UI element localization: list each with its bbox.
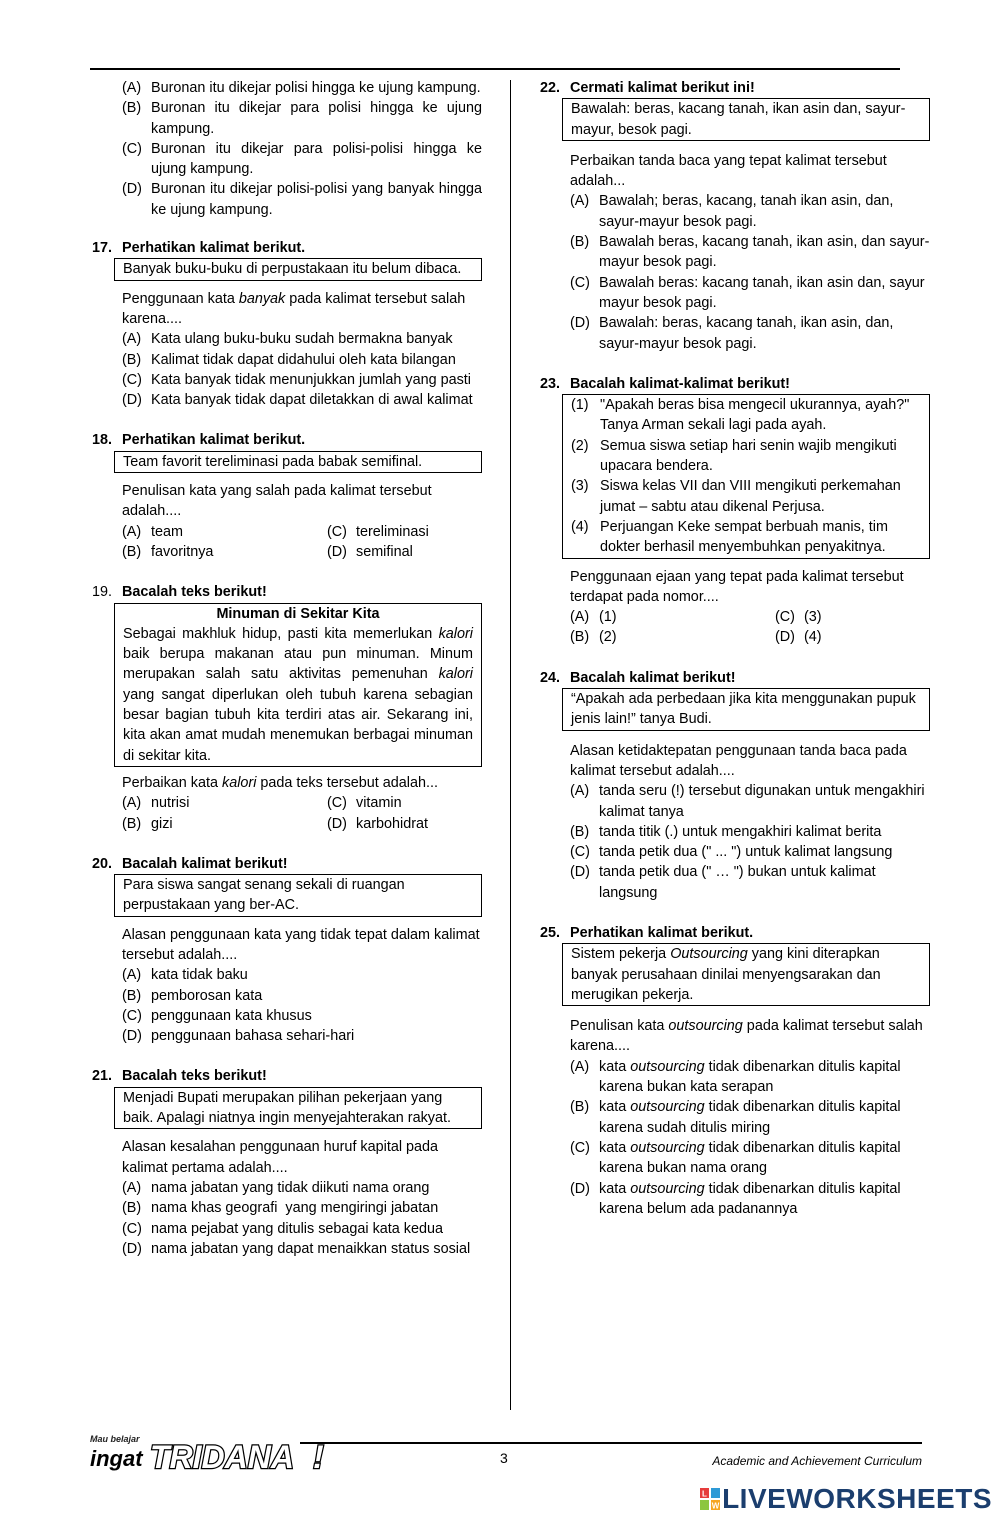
option-d[interactable]	[327, 542, 482, 562]
option-label: (D)	[775, 629, 795, 646]
question-number: 21.	[92, 1068, 113, 1085]
option-label: (C)	[327, 795, 347, 812]
reading-passage-box	[114, 603, 482, 767]
option-label: (A)	[570, 609, 590, 626]
option-text: nama jabatan yang dapat menaikkan status sosial	[151, 1240, 471, 1257]
list-item: (2) Semua siswa setiap hari senin wajib mengikuti upacara bendera.	[571, 437, 897, 475]
option-label: (D)	[570, 315, 590, 332]
option-text: tanda titik (.) untuk mengakhiri kalimat berita	[599, 823, 882, 840]
quoted-sentence-box: “Apakah ada perbedaan jika kita menggunakan pupuk jenis lain!” tanya Budi.	[562, 688, 930, 731]
question-title: Bacalah teks berikut!	[122, 584, 267, 601]
option-text: pemborosan kata	[151, 987, 263, 1004]
logo-brand: TRIDANA	[150, 1439, 294, 1475]
question-title: Perhatikan kalimat berikut.	[122, 432, 306, 449]
option-label: (C)	[570, 1139, 590, 1156]
option-d[interactable]	[122, 1026, 482, 1046]
top-rule	[90, 68, 900, 70]
option-label: (D)	[327, 543, 347, 560]
option-d[interactable]	[122, 1239, 482, 1259]
logo-tagline: Mau belajar	[90, 1434, 140, 1444]
option-b[interactable]	[122, 1198, 482, 1218]
option-text: nama jabatan yang tidak diikuti nama orang	[151, 1179, 430, 1196]
passage-title: Minuman di Sekitar Kita	[216, 605, 380, 622]
option-text: Bawalah: beras, kacang tanah, ikan asin, dan, sayur-mayur besok pagi.	[599, 315, 894, 352]
option-d[interactable]	[570, 1179, 930, 1220]
svg-text:L: L	[702, 1489, 708, 1499]
option-a[interactable]	[122, 329, 482, 349]
option-text: Bawalah beras: kacang tanah, ikan asin dan, sayur mayur besok pagi.	[599, 274, 925, 311]
option-text: nama pejabat yang ditulis sebagai kata kedua	[151, 1220, 444, 1237]
question-title: Perhatikan kalimat berikut.	[122, 240, 306, 257]
option-b[interactable]	[122, 98, 482, 139]
option-label: (D)	[327, 815, 347, 832]
option-label: (C)	[122, 1007, 142, 1024]
option-text: (4)	[804, 629, 822, 646]
option-text: gizi	[151, 815, 173, 832]
option-label: (B)	[122, 1200, 142, 1217]
option-label: (C)	[570, 844, 590, 861]
option-label: (B)	[570, 823, 590, 840]
question-number: 17.	[92, 240, 113, 257]
option-label: (C)	[327, 523, 347, 540]
question-number: 19.	[92, 584, 113, 601]
question-18	[92, 430, 482, 562]
option-text: Buronan itu dikejar polisi-polisi yang banyak hingga ke ujung kampung.	[151, 181, 482, 218]
option-text: kata outsourcing tidak dibenarkan ditulis kapital karena bukan kata serapan	[599, 1058, 901, 1096]
option-text: nama khas geografi yang mengiringi jabatan	[151, 1200, 439, 1217]
question-prompt: Penggunaan kata banyak pada kalimat tersebut salah karena....	[122, 290, 466, 327]
option-b[interactable]	[122, 986, 482, 1006]
option-label: (A)	[122, 967, 142, 984]
option-label: (B)	[570, 234, 590, 251]
option-b[interactable]	[570, 627, 775, 647]
option-label: (A)	[122, 331, 142, 348]
quoted-sentence-box: Team favorit tereliminasi pada babak semifinal.	[114, 451, 482, 473]
option-text: kata outsourcing tidak dibenarkan ditulis kapital karena sudah ditulis miring	[599, 1099, 901, 1136]
footer-rule	[300, 1442, 922, 1444]
quoted-sentence-box: Menjadi Bupati merupakan pilihan pekerjaan yang baik. Apalagi niatnya ingin menyejahterakan rakyat.	[114, 1087, 482, 1130]
question-prompt: Perbaikan kata kalori pada teks tersebut adalah...	[122, 774, 438, 791]
question-prompt: Penggunaan ejaan yang tepat pada kalimat tersebut terdapat pada nomor....	[570, 568, 904, 605]
question-header	[92, 582, 482, 602]
list-item: (1) "Apakah beras bisa mengecil ukurannya, ayah?" Tanya Arman sekali lagi pada ayah.	[571, 397, 910, 434]
option-a[interactable]	[122, 78, 482, 98]
option-text: Kalimat tidak dapat didahului oleh kata bilangan	[151, 351, 456, 368]
option-b[interactable]	[122, 542, 327, 562]
option-text: team	[151, 523, 183, 540]
option-b[interactable]	[122, 814, 327, 834]
question-title: Perhatikan kalimat berikut.	[570, 924, 754, 941]
option-text: favoritnya	[151, 543, 214, 560]
option-label: (D)	[570, 864, 590, 881]
option-label: (B)	[122, 100, 142, 117]
list-item: (4) Perjuangan Keke sempat berbuah manis, tim dokter berhasil menyembuhkan penyakitnya.	[571, 518, 888, 556]
option-c[interactable]	[122, 1219, 482, 1239]
question-header	[540, 923, 930, 943]
option-c[interactable]	[327, 793, 482, 813]
question-16-continued	[92, 78, 482, 220]
question-24	[540, 668, 930, 903]
question-title: Cermati kalimat berikut ini!	[570, 80, 755, 96]
question-number: 25.	[540, 924, 561, 941]
question-title: Bacalah kalimat berikut!	[122, 855, 288, 872]
option-text: Buronan itu dikejar polisi hingga ke ujung kampung.	[151, 80, 481, 96]
option-label: (D)	[122, 1028, 142, 1045]
option-text: Buronan itu dikejar para polisi hingga ke ujung kampung.	[151, 100, 482, 137]
option-label: (A)	[122, 523, 142, 540]
option-text: tanda petik dua (" ... ") untuk kalimat langsung	[599, 844, 893, 861]
option-text: Buronan itu dikejar para polisi-polisi hingga ke ujung kampung.	[151, 140, 482, 178]
option-c[interactable]	[327, 522, 482, 542]
logo-exclaim: !	[313, 1439, 324, 1475]
option-b[interactable]	[570, 1097, 930, 1138]
quoted-sentence-box: Banyak buku-buku di perpustakaan itu belum dibaca.	[114, 258, 482, 280]
logo-ingat: ingat	[90, 1446, 143, 1471]
left-column	[92, 78, 482, 1279]
option-c[interactable]	[122, 370, 482, 390]
question-21	[92, 1066, 482, 1259]
question-number: 24.	[540, 669, 561, 686]
option-text: tanda seru (!) tersebut digunakan untuk mengakhiri kalimat tanya	[599, 783, 925, 820]
option-b[interactable]	[570, 232, 930, 273]
option-label: (C)	[122, 1220, 142, 1237]
option-a[interactable]	[122, 1178, 482, 1198]
question-title: Bacalah kalimat-kalimat berikut!	[570, 375, 790, 392]
option-text: nutrisi	[151, 795, 190, 812]
question-header	[540, 78, 930, 98]
question-23	[540, 374, 930, 648]
question-title: Bacalah kalimat berikut!	[570, 669, 736, 686]
question-number: 22.	[540, 80, 561, 96]
list-item: (3) Siswa kelas VII dan VIII mengikuti perkemahan jumat – sabtu atau dikenal Perjusa.	[571, 478, 901, 515]
question-title: Bacalah teks berikut!	[122, 1068, 267, 1085]
option-text: (2)	[599, 629, 617, 646]
question-prompt: Alasan ketidaktepatan penggunaan tanda baca pada kalimat tersebut adalah....	[570, 742, 907, 779]
option-label: (D)	[122, 181, 142, 198]
option-text: kata outsourcing tidak dibenarkan ditulis kapital karena bukan nama orang	[599, 1139, 901, 1177]
option-label: (B)	[570, 1099, 590, 1116]
question-number: 18.	[92, 432, 113, 449]
option-a[interactable]	[122, 793, 327, 813]
question-prompt: Alasan kesalahan penggunaan huruf kapital pada kalimat pertama adalah....	[122, 1139, 439, 1176]
option-text: Kata banyak tidak dapat diletakkan di awal kalimat	[151, 392, 473, 409]
option-label: (C)	[122, 371, 142, 388]
option-label: (A)	[122, 80, 142, 96]
option-text: tanda petik dua (" … ") bukan untuk kalimat langsung	[599, 864, 876, 901]
option-c[interactable]	[570, 273, 930, 314]
quoted-sentence-box: Para siswa sangat senang sekali di ruangan perpustakaan yang ber-AC.	[114, 874, 482, 917]
option-text: (1)	[599, 609, 617, 626]
option-label: (C)	[122, 140, 142, 157]
option-b[interactable]	[570, 822, 930, 842]
liveworksheets-watermark	[700, 1482, 992, 1514]
option-label: (B)	[122, 987, 142, 1004]
question-header	[540, 668, 930, 688]
question-number: 20.	[92, 855, 113, 872]
question-header	[540, 374, 930, 394]
question-prompt: Perbaikan tanda baca yang tepat kalimat tersebut adalah...	[570, 152, 887, 190]
option-label: (B)	[570, 629, 590, 646]
question-header	[92, 854, 482, 874]
option-text: Kata ulang buku-buku sudah bermakna banyak	[151, 331, 453, 348]
page-number: 3	[500, 1450, 508, 1466]
option-d[interactable]	[122, 179, 482, 220]
option-text: semifinal	[356, 543, 413, 560]
liveworksheets-text: LIVEWORKSHEETS	[722, 1482, 992, 1514]
option-label: (D)	[122, 1240, 142, 1257]
question-header	[92, 430, 482, 450]
option-a[interactable]	[122, 965, 482, 985]
option-label: (B)	[122, 543, 142, 560]
numbered-sentences-box	[562, 394, 930, 558]
question-header	[92, 1066, 482, 1086]
option-c[interactable]	[570, 842, 930, 862]
option-text: kata outsourcing tidak dibenarkan ditulis kapital karena belum ada padanannya	[599, 1180, 901, 1217]
quoted-sentence-box: Bawalah: beras, kacang tanah, ikan asin dan, sayur-mayur, besok pagi.	[562, 98, 930, 141]
option-text: kata tidak baku	[151, 967, 248, 984]
option-label: (D)	[122, 392, 142, 409]
option-text: penggunaan kata khusus	[151, 1007, 312, 1024]
option-label: (D)	[570, 1180, 590, 1197]
option-label: (C)	[570, 274, 590, 291]
option-a[interactable]	[570, 191, 930, 232]
quoted-sentence-box: Sistem pekerja Outsourcing yang kini diterapkan banyak perusahaan dinilai menyengsarakan dan merugikan pekerja.	[562, 943, 930, 1006]
option-label: (B)	[122, 351, 142, 368]
curriculum-label: Academic and Achievement Curriculum	[712, 1454, 922, 1468]
option-label: (C)	[775, 609, 795, 626]
option-c[interactable]	[570, 1138, 930, 1179]
question-19	[92, 582, 482, 834]
liveworksheets-icon	[700, 1488, 720, 1510]
option-label: (A)	[122, 795, 142, 812]
question-prompt: Penulisan kata outsourcing pada kalimat tersebut salah karena....	[570, 1018, 923, 1055]
question-25	[540, 923, 930, 1219]
option-d[interactable]	[775, 627, 930, 647]
option-text: Kata banyak tidak menunjukkan jumlah yang pasti	[151, 371, 471, 388]
option-d[interactable]	[327, 814, 482, 834]
option-text: karbohidrat	[356, 815, 428, 832]
question-number: 23.	[540, 375, 561, 392]
option-text: Bawalah; beras, kacang, tanah ikan asin, dan, sayur-mayur besok pagi.	[599, 193, 894, 230]
option-a[interactable]	[570, 1057, 930, 1098]
option-label: (A)	[122, 1179, 142, 1196]
question-17	[92, 238, 482, 410]
option-a[interactable]	[122, 522, 327, 542]
passage-text: Sebagai makhluk hidup, pasti kita memerlukan kalori baik berupa makanan atau pun minuman. Minum merupakan salah satu aktivitas pemenuhan kalori yang sangat diperlukan oleh tubuh karena sebagian besar bagian tubuh kita terdiri atas air. Sekarang ini, kita akan amat mudah menemukan berbagai minuman di sekitar kita.	[123, 625, 473, 764]
option-d[interactable]	[570, 862, 930, 903]
tridana-logo	[88, 1428, 333, 1478]
option-label: (A)	[570, 193, 590, 210]
option-text: vitamin	[356, 795, 402, 812]
option-label: (B)	[122, 815, 142, 832]
option-a[interactable]	[570, 781, 930, 822]
option-c[interactable]	[122, 1006, 482, 1026]
option-d[interactable]	[122, 390, 482, 410]
option-label: (A)	[570, 783, 590, 800]
option-c[interactable]	[775, 607, 930, 627]
question-22	[540, 78, 930, 354]
option-text: (3)	[804, 609, 822, 626]
right-column	[540, 78, 930, 1239]
question-header	[92, 238, 482, 258]
option-b[interactable]	[122, 350, 482, 370]
question-prompt: Alasan penggunaan kata yang tidak tepat dalam kalimat tersebut adalah....	[122, 926, 480, 963]
question-prompt: Penulisan kata yang salah pada kalimat tersebut adalah....	[122, 483, 432, 520]
option-d[interactable]	[570, 313, 930, 354]
option-text: tereliminasi	[356, 523, 429, 540]
option-c[interactable]	[122, 139, 482, 180]
option-a[interactable]	[570, 607, 775, 627]
option-text: penggunaan bahasa sehari-hari	[151, 1028, 355, 1045]
svg-text:W: W	[711, 1501, 720, 1510]
question-20	[92, 854, 482, 1047]
option-label: (A)	[570, 1058, 590, 1075]
option-text: Bawalah beras, kacang tanah, ikan asin, dan sayur-mayur besok pagi.	[599, 234, 930, 271]
column-divider	[510, 80, 511, 1410]
